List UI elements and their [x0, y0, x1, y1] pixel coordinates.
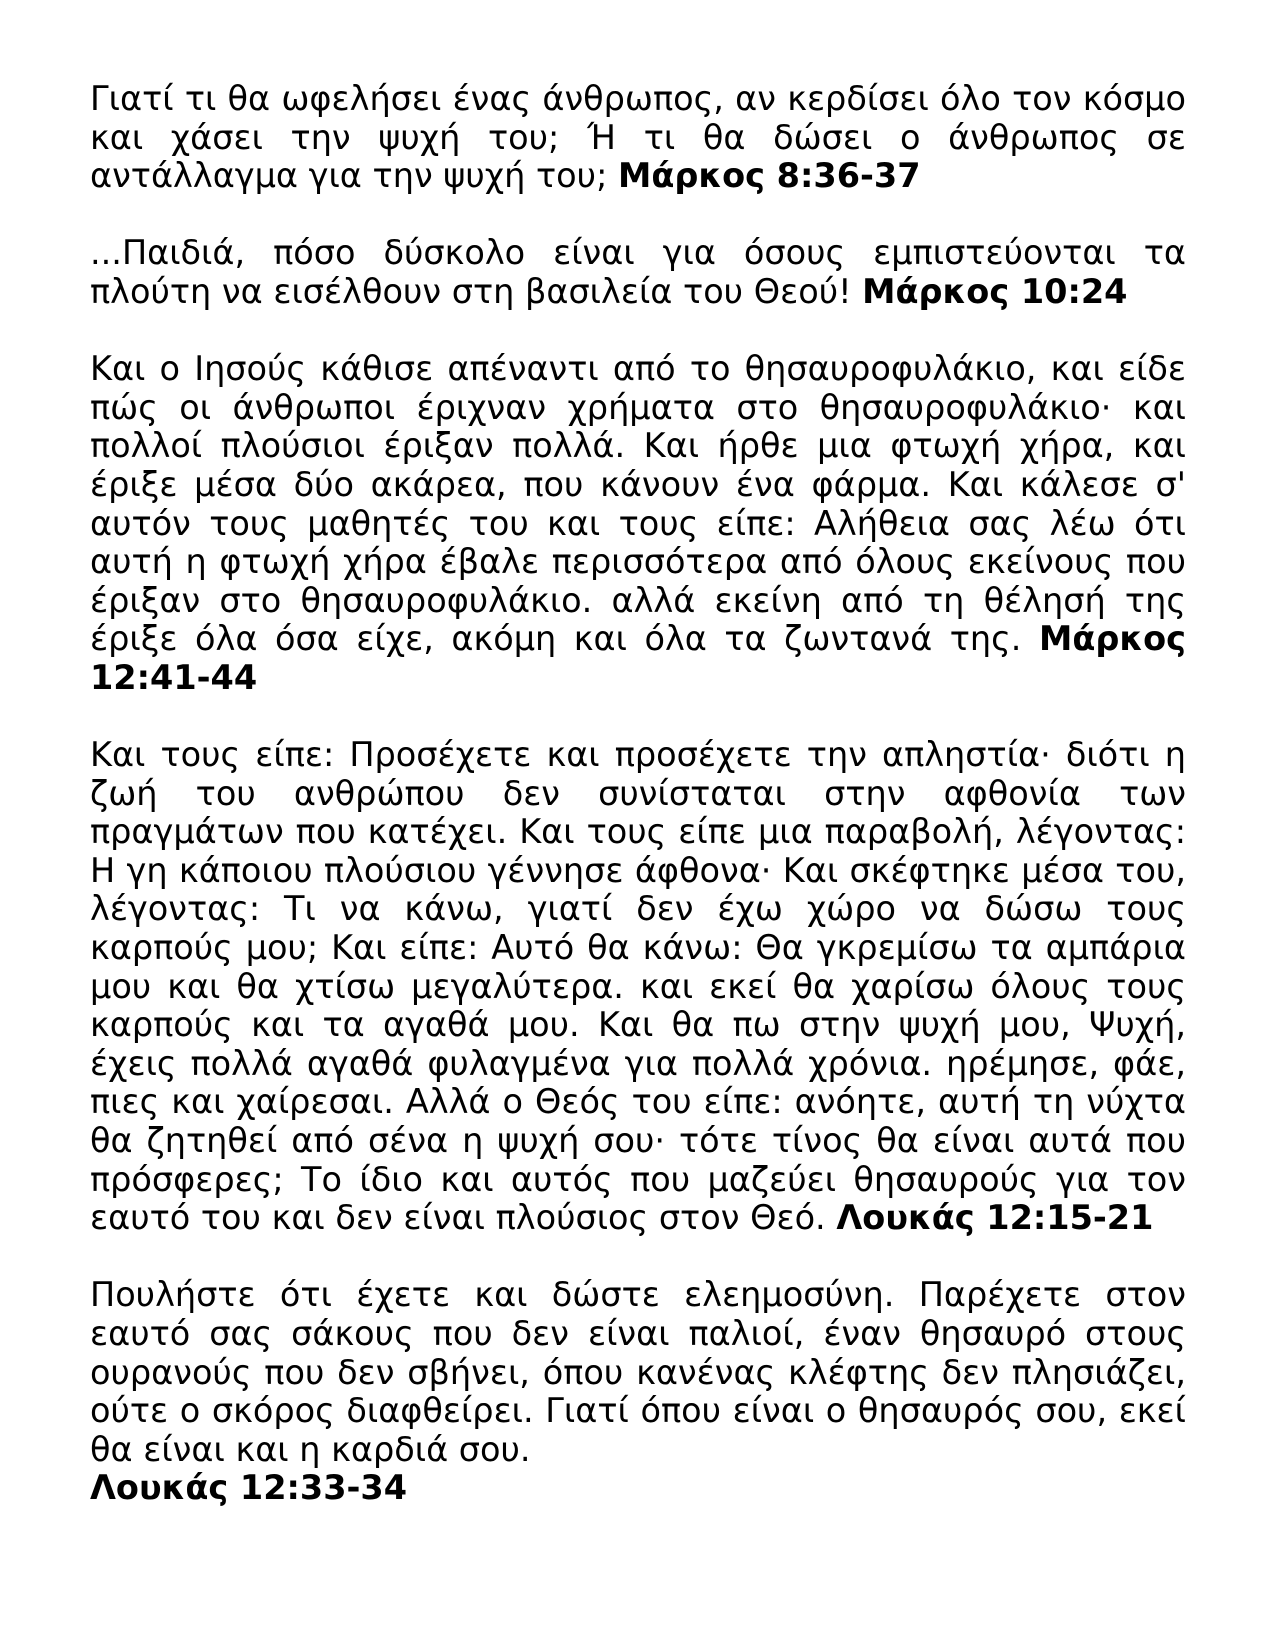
- scripture-reference: Λουκάς 12:33-34: [90, 1468, 408, 1508]
- passage-luke-12-33: [90, 1276, 1186, 1508]
- passage-mark-8: [90, 80, 1186, 196]
- scripture-reference: Λουκάς 12:15-21: [836, 1198, 1154, 1238]
- document-page: [90, 80, 1186, 1547]
- passage-mark-10: [90, 234, 1186, 311]
- passage-text: Πουλήστε ότι έχετε και δώστε ελεημοσύνη. Παρέχετε στον εαυτό σας σάκους που δεν είναι παλιοί, έναν θησαυρό στους ουρανούς που δεν σβήνει, όπου κανένας κλέφτης δεν πλησιάζει, ούτε ο σκόρος διαφθείρει. Γιατί όπου είναι ο θησαυρός σου, εκεί θα είναι και η καρδιά σου.: [90, 1275, 1186, 1469]
- passage-mark-12: [90, 350, 1186, 697]
- passage-text: ...Παιδιά, πόσο δύσκολο είναι για όσους εμπιστεύονται τα πλούτη να εισέλθουν στη βασιλεία του Θεού!: [90, 233, 1186, 311]
- scripture-reference: Μάρκος 10:24: [862, 271, 1128, 311]
- scripture-reference: Μάρκος 8:36-37: [618, 156, 921, 196]
- passage-text: Και ο Ιησούς κάθισε απέναντι από το θησαυροφυλάκιο, και είδε πώς οι άνθρωποι έριχναν χρήματα στο θησαυροφυλάκιο· και πολλοί πλούσιοι έριξαν πολλά. Και ήρθε μια φτωχή χήρα, και έριξε μέσα δύο ακάρεα, που κάνουν ένα φάρμα. Και κάλεσε σ' αυτόν τους μαθητές του και τους είπε: Αλήθεια σας λέω ότι αυτή η φτωχή χήρα έβαλε περισσότερα από όλους εκείνους που έριξαν στο θησαυροφυλάκιο. αλλά εκείνη από τη θέλησή της έριξε όλα όσα είχε, ακόμη και όλα τα ζωντανά της.: [90, 349, 1186, 659]
- passage-luke-12-15: [90, 736, 1186, 1238]
- scripture-reference: Μάρκος 12:41-44: [90, 619, 1186, 697]
- passage-text: Και τους είπε: Προσέχετε και προσέχετε την απληστία· διότι η ζωή του ανθρώπου δεν συνίσταται στην αφθονία των πραγμάτων που κατέχει. Και τους είπε μια παραβολή, λέγοντας: Η γη κάποιου πλούσιου γέννησε άφθονα· Και σκέφτηκε μέσα του, λέγοντας: Τι να κάνω, γιατί δεν έχω χώρο να δώσω τους καρπούς μου; Και είπε: Αυτό θα κάνω: Θα γκρεμίσω τα αμπάρια μου και θα χτίσω μεγαλύτερα. και εκεί θα χαρίσω όλους τους καρπούς και τα αγαθά μου. Και θα πω στην ψυχή μου, Ψυχή, έχεις πολλά αγαθά φυλαγμένα για πολλά χρόνια. ηρέμησε, φάε, πιες και χαίρεσαι. Αλλά ο Θεός του είπε: ανόητε, αυτή τη νύχτα θα ζητηθεί από σένα η ψυχή σου· τότε τίνος θα είναι αυτά που πρόσφερες; Το ίδιο και αυτός που μαζεύει θησαυρούς για τον εαυτό του και δεν είναι πλούσιος στον Θεό.: [90, 735, 1186, 1238]
- passage-text: Γιατί τι θα ωφελήσει ένας άνθρωπος, αν κερδίσει όλο τον κόσμο και χάσει την ψυχή του; Ή τι θα δώσει ο άνθρωπος σε αντάλλαγμα για την ψυχή του;: [90, 79, 1186, 196]
